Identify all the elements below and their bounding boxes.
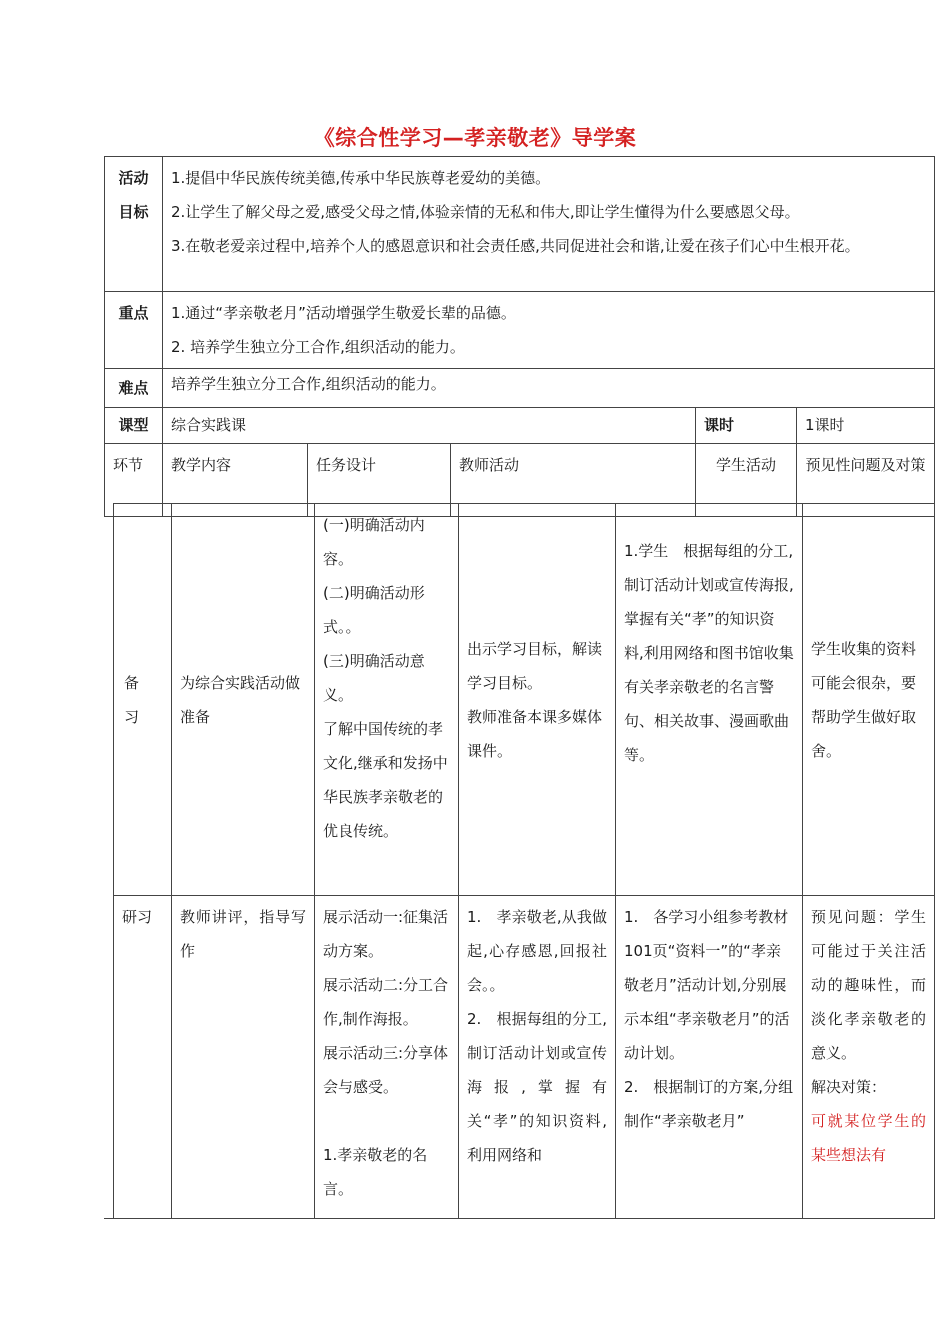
problems-cell: 学生收集的资料可能会很杂，要帮助学生做好取舍。 bbox=[803, 504, 935, 896]
student-cell: 1. 各学习小组参考教材101页“资料一”的“孝亲敬老月”活动计划,分别展示本组“孝亲敬老月”的活动计划。 2. 根据制订的方案,分组制作“孝亲敬老月” bbox=[616, 896, 803, 1219]
teacher-cell: 出示学习目标，解读学习目标。 教师准备本课多媒体课件。 bbox=[459, 504, 616, 896]
page-title: 《综合性学习—孝亲敬老》导学案 bbox=[313, 126, 637, 150]
tasks-cell: 展示活动一:征集活动方案。 展示活动二:分工合作,制作海报。 展示活动三:分享体会与感受。 1.孝亲敬老的名言。 bbox=[315, 896, 459, 1219]
objective-item: 3.在敬老爱亲过程中,培养个人的感恩意识和社会责任感,共同促进社会和谐,让爱在孩子们心中生根开花。 bbox=[171, 237, 860, 255]
solution-label: 解决对策： bbox=[811, 1078, 887, 1096]
lesson-type-value: 综合实践课 bbox=[163, 408, 696, 444]
objective-item: 1.提倡中华民族传统美德,传承中华民族尊老爱幼的美德。 bbox=[171, 169, 551, 187]
objectives-label: 活动 目标 bbox=[105, 157, 163, 292]
key-points-label: 重点 bbox=[105, 292, 163, 369]
tasks-cell: (一)明确活动内容。 (二)明确活动形式。。 (三)明确活动意义。 了解中国传统的孝文化,继承和发扬中华民族孝亲敬老的优良传统。 bbox=[315, 504, 459, 896]
column-header-stage: 环节 bbox=[105, 444, 163, 517]
lesson-hours-label: 课时 bbox=[696, 408, 797, 444]
column-header-problems: 预见性问题及对策 bbox=[797, 444, 935, 517]
info-table bbox=[104, 156, 935, 517]
lesson-type-label: 课型 bbox=[105, 408, 163, 444]
key-point-item: 1.通过“孝亲敬老月”活动增强学生敬爱长辈的品德。 bbox=[171, 304, 516, 322]
stage-cell: 备 习 bbox=[114, 504, 172, 896]
objectives-list bbox=[163, 157, 935, 292]
key-point-item: 2. 培养学生独立分工合作,组织活动的能力。 bbox=[171, 338, 465, 356]
problems-cell: 预见问题：学生可能过于关注活动的趣味性，而淡化孝亲敬老的意义。 解决对策： 可就某位学生的某些想法有 bbox=[803, 896, 935, 1219]
teacher-cell: 1. 孝亲敬老,从我做起,心存感恩,回报社会。。 2. 根据每组的分工,制订活动计划或宣传海报,掌握有关“孝”的知识资料,利用网络和 bbox=[459, 896, 616, 1219]
process-table bbox=[113, 503, 935, 1219]
content-cell: 为综合实践活动做准备 bbox=[172, 504, 315, 896]
column-header-student: 学生活动 bbox=[696, 444, 797, 517]
column-header-teacher: 教师活动 bbox=[451, 444, 696, 517]
page-bottom-rule bbox=[104, 1218, 934, 1219]
difficulty-text: 培养学生独立分工合作,组织活动的能力。 bbox=[163, 369, 935, 408]
table-row bbox=[114, 896, 935, 1219]
difficulty-label: 难点 bbox=[105, 369, 163, 408]
column-header-tasks: 任务设计 bbox=[308, 444, 451, 517]
objective-item: 2.让学生了解父母之爱,感受父母之情,体验亲情的无私和伟大,即让学生懂得为什么要感恩父母。 bbox=[171, 203, 800, 221]
column-header-content: 教学内容 bbox=[163, 444, 308, 517]
stage-cell: 研习 bbox=[114, 896, 172, 1219]
content-cell: 教师讲评，指导写作 bbox=[172, 896, 315, 1219]
key-points-list bbox=[163, 292, 935, 369]
lesson-hours-value: 1课时 bbox=[797, 408, 935, 444]
student-cell: 1.学生 根据每组的分工,制订活动计划或宣传海报,掌握有关“孝”的知识资料,利用网络和图书馆收集有关孝亲敬老的名言警句、相关故事、漫画歌曲等。 bbox=[616, 504, 803, 896]
solution-text: 可就某位学生的某些想法有 bbox=[811, 1112, 926, 1164]
table-row bbox=[114, 504, 935, 896]
